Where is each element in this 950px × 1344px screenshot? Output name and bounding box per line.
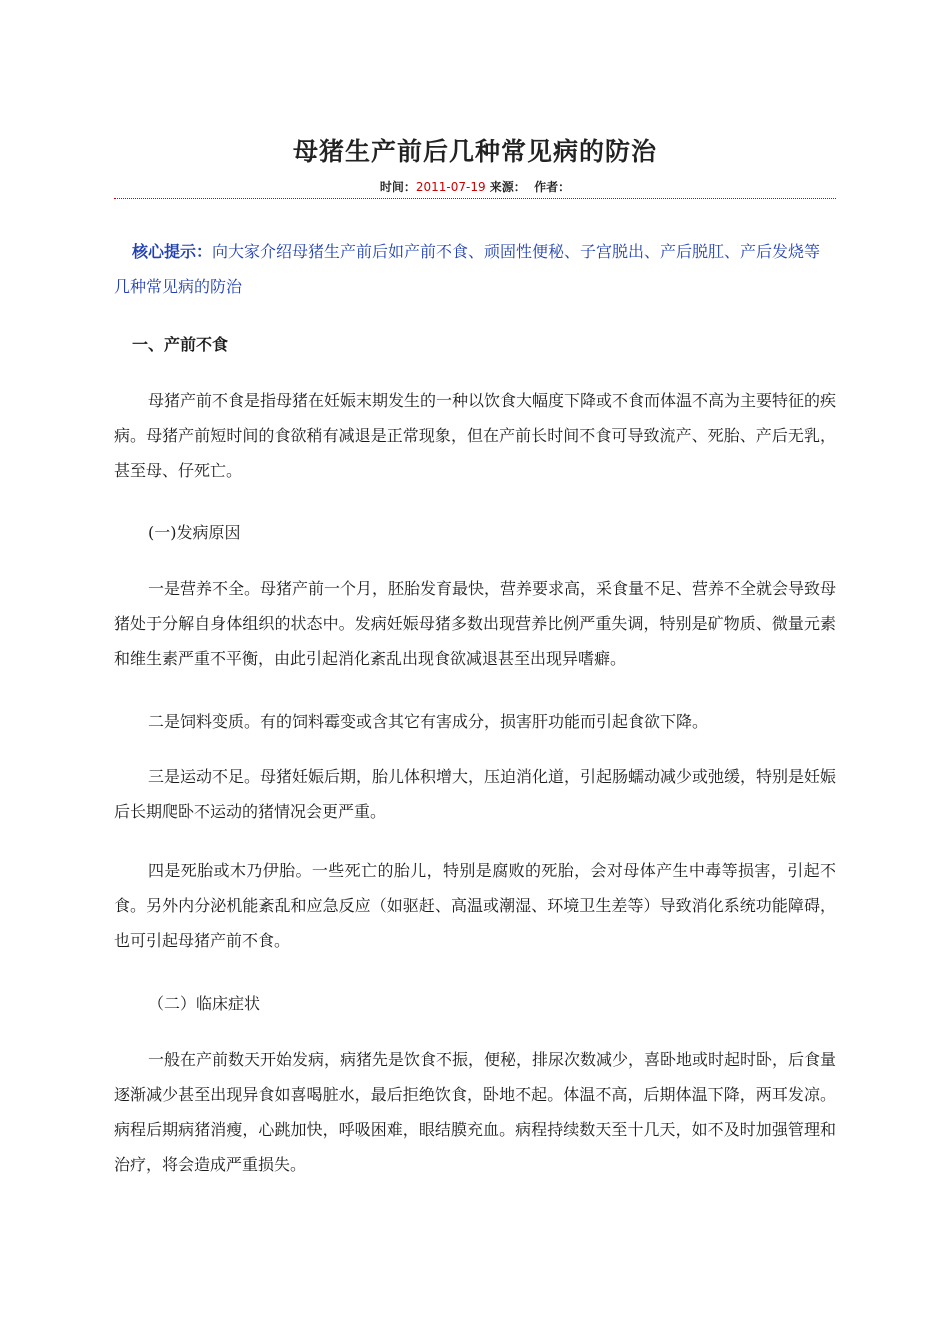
summary-label: 核心提示： <box>132 242 213 261</box>
source-label: 来源： <box>489 180 526 194</box>
paragraph-cause-3: 三是运动不足。母猪妊娠后期，胎儿体积增大，压迫消化道，引起肠蠕动减少或弛缓，特别是妊娠后长期爬卧不运动的猪情况会更严重。 <box>114 767 837 821</box>
subheading-cause: (一)发病原因 <box>148 523 241 542</box>
paragraph-symptom-1: 一般在产前数天开始发病，病猪先是饮食不振，便秘，排尿次数减少，喜卧地或时起时卧，后食量逐渐减少甚至出现异食如喜喝脏水，最后拒绝饮食，卧地不起。体温不高，后期体温下降，两耳发凉。病程后期病猪消瘦，心跳加快，呼吸困难，眼结膜充血。病程持续数天至十几天，如不及时加强管理和治疗，将会造成严重损失。 <box>114 1050 837 1174</box>
title-divider <box>114 198 836 199</box>
publish-date: 2011-07-19 <box>415 180 486 194</box>
summary-text: 向大家介绍母猪生产前后如产前不食、顽固性便秘、子宫脱出、产后脱肛、产后发烧等几种常见病的防治 <box>114 242 821 296</box>
subheading-symptom: （二）临床症状 <box>148 994 261 1013</box>
paragraph-intro: 母猪产前不食是指母猪在妊娠末期发生的一种以饮食大幅度下降或不食而体温不高为主要特征的疾病。母猪产前短时间的食欲稍有减退是正常现象，但在产前长时间不食可导致流产、死胎、产后无乳，甚至母、仔死亡。 <box>114 391 837 480</box>
page-title: 母猪生产前后几种常见病的防治 <box>292 137 657 166</box>
paragraph-cause-2: 二是饲料变质。有的饲料霉变或含其它有害成分，损害肝功能而引起食欲下降。 <box>148 712 709 731</box>
author-label: 作者： <box>534 180 571 194</box>
article-meta <box>114 178 836 195</box>
section-heading: 一、产前不食 <box>132 335 229 354</box>
paragraph-cause-1: 一是营养不全。母猪产前一个月，胚胎发育最快，营养要求高，采食量不足、营养不全就会导致母猪处于分解自身体组织的状态中。发病妊娠母猪多数出现营养比例严重失调，特别是矿物质、微量元素和维生素严重不平衡，由此引起消化紊乱出现食欲减退甚至出现异嗜癖。 <box>114 579 837 668</box>
summary-block <box>114 234 836 304</box>
time-label: 时间： <box>379 180 416 194</box>
paragraph-cause-4: 四是死胎或木乃伊胎。一些死亡的胎儿，特别是腐败的死胎，会对母体产生中毒等损害，引起不食。另外内分泌机能紊乱和应急反应（如驱赶、高温或潮湿、环境卫生差等）导致消化系统功能障碍，也可引起母猪产前不食。 <box>114 861 836 950</box>
